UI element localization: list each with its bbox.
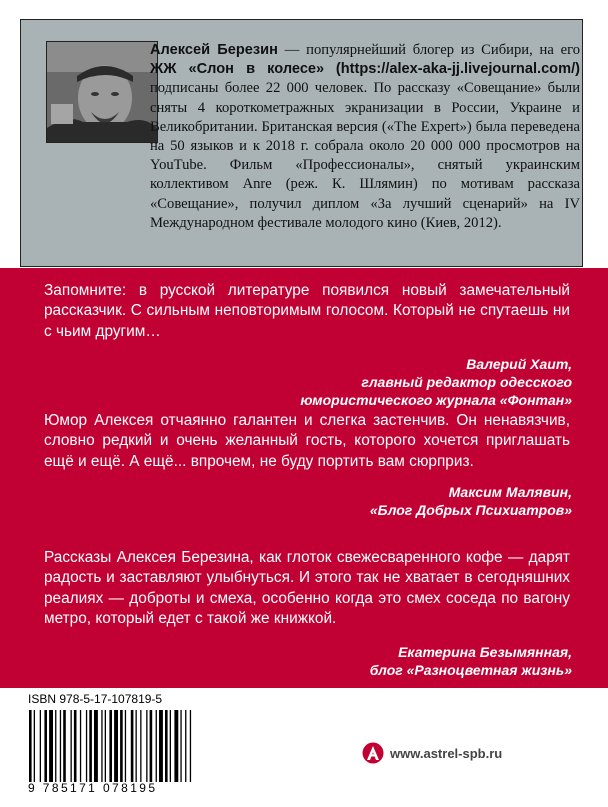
barcode-digits: 9 785171 078195	[28, 781, 158, 795]
review-author	[370, 643, 572, 679]
review-author-title: блог «Разноцветная жизнь»	[369, 662, 572, 678]
review-author	[300, 355, 572, 409]
review-author-title: «Блог Добрых Психиатров»	[369, 502, 572, 518]
author-journal: ЖЖ «Слон в колесе»	[150, 61, 325, 78]
isbn-label: ISBN 978-5-17-107819-5	[28, 692, 163, 706]
reviews-panel	[0, 268, 608, 688]
author-bio	[150, 41, 580, 233]
publisher-website: www.astrel-spb.ru	[390, 745, 503, 761]
review-author-title: юмористического журнала «Фонтан»	[300, 392, 572, 408]
author-photo	[46, 41, 158, 143]
review-author-name: Валерий Хаит,	[466, 356, 572, 372]
author-name: Алексей Березин	[150, 42, 278, 58]
publisher-logo-icon	[362, 742, 384, 764]
review-author-name: Екатерина Безымянная,	[398, 644, 572, 660]
author-bio-text-2: подписаны более 22 000 человек. По рассказу «Совещание» были сняты 4 короткометражных экранизации в России, Украине и Великобритании. Британская версия («The Expert») была переведена на 50 языков и к 2018 г. собрала около 20 000 000 просмотров на YouTube. Фильм «Профессионалы», снятый украинским коллективом Anre (реж. К. Шлямин) по мотивам рассказа «Совещание», получил диплом «За лучший сценарий» на IV Международном фестивале молодого кино (Киев, 2012).	[150, 80, 580, 231]
author-info-box	[20, 19, 583, 267]
review-quote: Рассказы Алексея Березина, как глоток свежесваренного кофе — дарят радость и заставляют улыбнуться. И этого так не хватает в сегодняшних реалиях — доброты и смеха, особенно когда это смех соседа по вагону метро, который едет с такой же книжкой.	[44, 549, 570, 628]
author-journal-url: (https://alex-aka-jj.livejournal.com/)	[335, 61, 580, 78]
barcode-icon	[25, 710, 243, 782]
review-author	[370, 483, 572, 519]
review-quote: Запомните: в русской литературе появился новый замечательный рассказчик. С сильным неповторимым голосом. Который не спутаешь ни с чьим другим…	[44, 282, 570, 340]
author-bio-text-1: — популярнейший блогер из Сибири, на его	[277, 42, 581, 58]
review-quote: Юмор Алексея отчаянно галантен и слегка застенчив. Он ненавязчив, словно редкий и очень желанный гость, которого хочется приглашать ещё и ещё. А ещё... впрочем, не буду портить вам сюрприз.	[44, 412, 570, 470]
review-author-name: Максим Малявин,	[448, 484, 572, 500]
review-author-title: главный редактор одесского	[361, 374, 572, 390]
publisher-info	[362, 742, 502, 764]
